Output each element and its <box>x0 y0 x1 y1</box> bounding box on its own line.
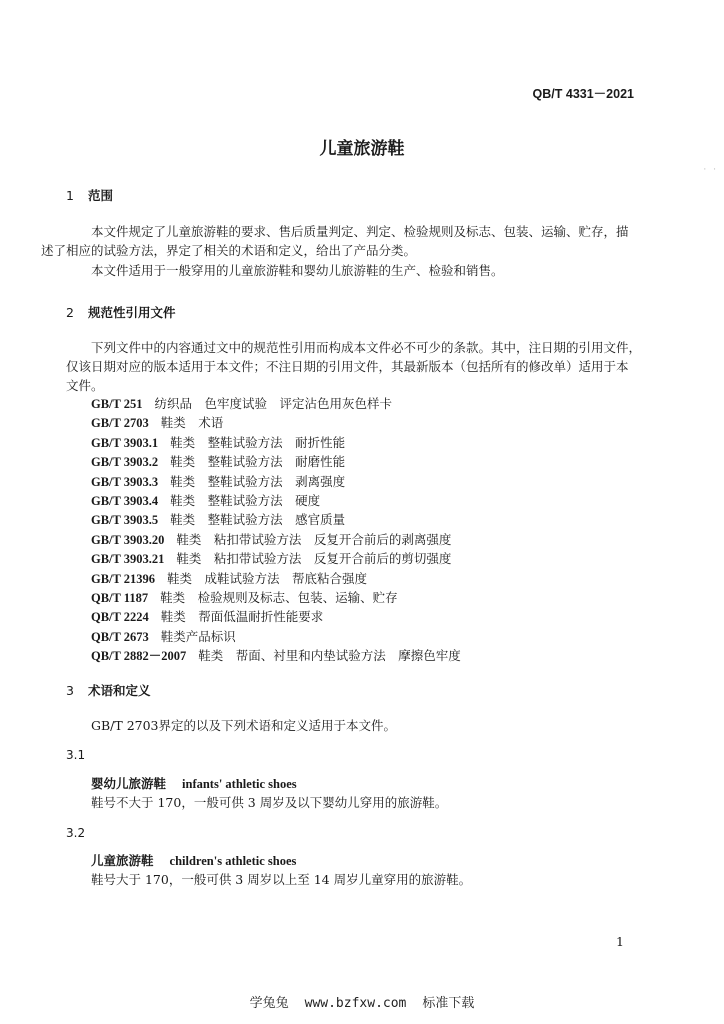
section-1-paragraph-2: 本文件适用于一般穿用的儿童旅游鞋和婴幼儿旅游鞋的生产、检验和销售。 <box>91 263 504 278</box>
reference-item <box>91 627 236 647</box>
reference-item <box>91 510 345 530</box>
reference-code: GB/T 21396 <box>91 571 156 586</box>
reference-title: 纺织品 色牢度试验 评定沾色用灰色样卡 <box>154 396 393 411</box>
footer-watermark <box>0 992 724 1011</box>
footer-url[interactable]: www.bzfxw.com <box>304 996 407 1011</box>
reference-item <box>91 394 392 414</box>
reference-item <box>91 452 345 472</box>
reference-title: 鞋类产品标识 <box>160 628 236 644</box>
reference-item <box>91 569 367 589</box>
reference-title: 鞋类 帮面、衬里和内垫试验方法 摩擦色牢度 <box>198 648 461 664</box>
footer-tagline: 标准下载 <box>422 996 475 1011</box>
reference-item <box>91 646 461 666</box>
reference-title: 鞋类 整鞋试验方法 感官质量 <box>170 512 346 528</box>
reference-code: GB/T 2703 <box>91 416 149 431</box>
reference-code: GB/T 3903.4 <box>91 494 159 508</box>
section-2-intro-line-2: 仅该日期对应的版本适用于本文件；不注日期的引用文件，其最新版本（包括所有的修改单）适用于本 <box>66 359 629 374</box>
reference-code: QB/T 2224 <box>91 610 149 625</box>
reference-code: GB/T 3903.3 <box>91 474 159 489</box>
reference-item <box>91 472 345 492</box>
reference-code: QB/T 2882－2007 <box>91 649 187 664</box>
reference-title: 鞋类 整鞋试验方法 剥离强度 <box>170 473 346 489</box>
reference-title: 鞋类 整鞋试验方法 耐折性能 <box>170 434 346 450</box>
reference-code: GB/T 3903.20 <box>91 532 165 547</box>
term-heading: 婴幼儿旅游鞋 infants' athletic shoes <box>91 776 297 791</box>
reference-title: 鞋类 帮面低温耐折性能要求 <box>160 609 324 625</box>
term-definition: 鞋号大于 170，一般可供 3 周岁以上至 14 周岁儿童穿用的旅游鞋。 <box>91 872 472 887</box>
section-2-heading: 2 规范性引用文件 <box>66 305 176 320</box>
reference-code: GB/T 251 <box>91 397 143 411</box>
reference-title: 鞋类 整鞋试验方法 耐磨性能 <box>170 454 346 470</box>
section-title: 范围 <box>88 188 114 203</box>
reference-item <box>91 549 451 569</box>
reference-code: QB/T 1187 <box>91 591 149 605</box>
section-3-heading: 3 术语和定义 <box>66 683 151 698</box>
section-3-intro: GB/T 2703界定的以及下列术语和定义适用于本文件。 <box>91 718 397 733</box>
standard-code: QB/T 4331－2021 <box>532 87 634 101</box>
section-1-heading <box>66 186 113 204</box>
reference-code: GB/T 3903.2 <box>91 455 159 470</box>
reference-item <box>91 491 320 511</box>
reference-title: 鞋类 整鞋试验方法 硬度 <box>170 493 321 508</box>
reference-code: GB/T 3903.5 <box>91 513 159 528</box>
reference-code: QB/T 2673 <box>91 629 149 644</box>
term-heading: 儿童旅游鞋 children's athletic shoes <box>91 853 297 868</box>
reference-item <box>91 588 398 608</box>
footer-site-name: 学兔兔 <box>249 996 289 1011</box>
reference-item <box>91 433 345 453</box>
term-definition: 鞋号不大于 170，一般可供 3 周岁及以下婴幼儿穿用的旅游鞋。 <box>91 795 448 810</box>
document-title: 儿童旅游鞋 <box>319 139 405 159</box>
reference-title: 鞋类 术语 <box>160 415 224 431</box>
reference-code: GB/T 3903.21 <box>91 552 165 567</box>
page-number: 1 <box>616 934 624 949</box>
reference-title: 鞋类 检验规则及标志、包装、运输、贮存 <box>160 590 398 605</box>
term-number: 3.1 <box>66 748 86 762</box>
reference-item <box>91 607 323 627</box>
term-number: 3.2 <box>66 826 86 840</box>
section-1-paragraph-1: 本文件规定了儿童旅游鞋的要求、售后质量判定、判定、检验规则及标志、包装、运输、贮存，描 述了相应的试验方法，界定了相关的术语和定义，给出了产品分类。 <box>41 224 629 259</box>
section-2-intro-line-3: 文件。 <box>66 378 104 393</box>
reference-item <box>91 413 223 433</box>
reference-title: 鞋类 成鞋试验方法 帮底粘合强度 <box>167 570 368 586</box>
edge-marks: · · <box>703 165 718 175</box>
section-number: 1 <box>66 188 74 203</box>
reference-title: 鞋类 粘扣带试验方法 反复开合前后的剥离强度 <box>176 531 452 547</box>
reference-item <box>91 530 451 550</box>
reference-title: 鞋类 粘扣带试验方法 反复开合前后的剪切强度 <box>176 551 452 567</box>
section-2-intro-line-1: 下列文件中的内容通过文中的规范性引用而构成本文件必不可少的条款。其中，注日期的引用文件， <box>91 340 642 355</box>
reference-code: GB/T 3903.1 <box>91 435 159 450</box>
